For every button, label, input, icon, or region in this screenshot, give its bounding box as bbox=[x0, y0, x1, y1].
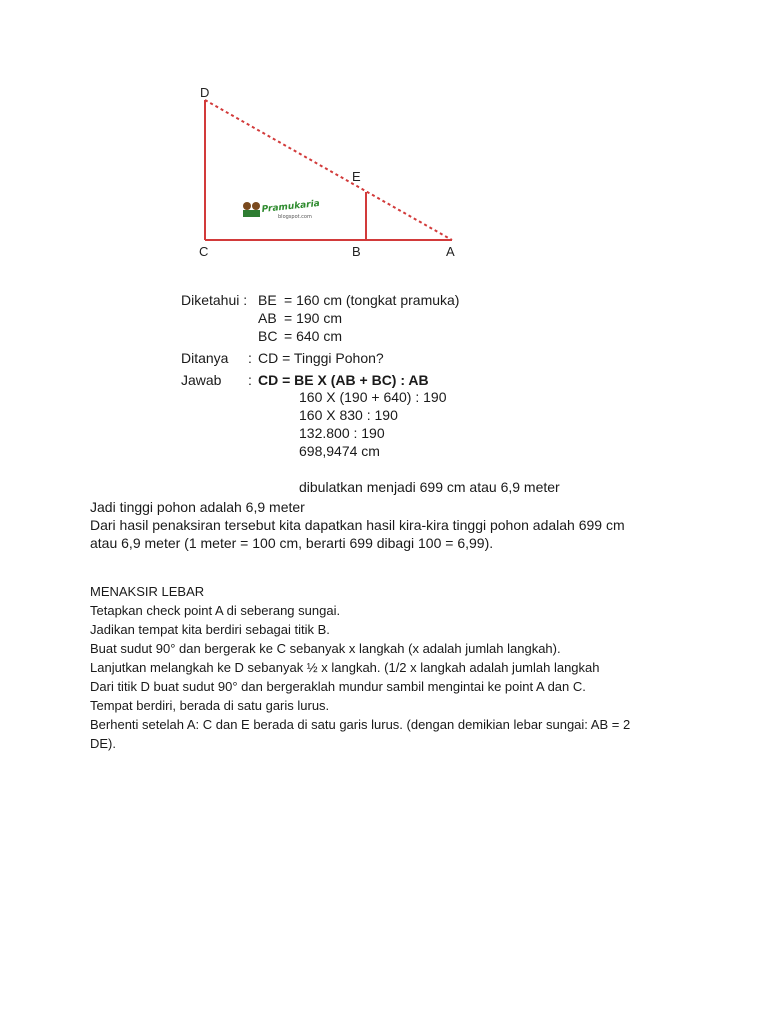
asked-value: CD = Tinggi Pohon? bbox=[258, 350, 384, 366]
known-eq-be: = 160 cm (tongkat pramuka) bbox=[284, 292, 460, 308]
asked-colon: : bbox=[248, 350, 252, 366]
known-eq-ab: = 190 cm bbox=[284, 310, 342, 326]
conclusion-line-1: Jadi tinggi pohon adalah 6,9 meter bbox=[90, 499, 305, 515]
point-label-c: C bbox=[199, 244, 209, 259]
pramukaria-logo bbox=[243, 199, 320, 220]
section-line-6: Tempat berdiri, berada di satu garis lurus. bbox=[90, 698, 330, 713]
answer-label: Jawab bbox=[181, 372, 222, 388]
section-line-7: Berhenti setelah A: C dan E berada di satu garis lurus. (dengan demikian lebar sungai: AB = 2 bbox=[90, 717, 631, 732]
step-2: 160 X 830 : 190 bbox=[299, 407, 398, 423]
point-label-e: E bbox=[352, 169, 361, 184]
step-3: 132.800 : 190 bbox=[299, 425, 385, 441]
section-line-2: Jadikan tempat kita berdiri sebagai titik B. bbox=[90, 622, 330, 637]
section-line-8: DE). bbox=[90, 736, 116, 751]
step-4: 698,9474 cm bbox=[299, 443, 380, 459]
logo-figure-1 bbox=[243, 202, 251, 210]
conclusion-line-3: atau 6,9 meter (1 meter = 100 cm, berarti 699 dibagi 100 = 6,99). bbox=[90, 535, 494, 551]
section-title: MENAKSIR LEBAR bbox=[90, 584, 205, 599]
known-label: Diketahui : bbox=[181, 292, 248, 308]
answer-colon: : bbox=[248, 372, 252, 388]
logo-url: blogspot.com bbox=[278, 214, 312, 220]
known-eq-bc: = 640 cm bbox=[284, 328, 342, 344]
point-label-d: D bbox=[200, 85, 210, 100]
asked-label: Ditanya bbox=[181, 350, 229, 366]
line-da-dashed bbox=[205, 100, 452, 240]
point-label-a: A bbox=[446, 244, 455, 259]
section-line-3: Buat sudut 90° dan bergerak ke C sebanyak x langkah (x adalah jumlah langkah). bbox=[90, 641, 561, 656]
logo-figure-2 bbox=[252, 202, 260, 210]
logo-figure-body bbox=[243, 210, 260, 217]
section-line-5: Dari titik D buat sudut 90° dan bergeraklah mundur sambil mengintai ke point A dan C. bbox=[90, 679, 586, 694]
triangle-diagram bbox=[0, 0, 768, 280]
logo-name: Pramukaria bbox=[261, 198, 321, 215]
step-1: 160 X (190 + 640) : 190 bbox=[299, 389, 447, 405]
point-label-b: B bbox=[352, 244, 361, 259]
conclusion-line-2: Dari hasil penaksiran tersebut kita dapatkan hasil kira-kira tinggi pohon adalah 699 cm bbox=[90, 517, 625, 533]
known-var-ab: AB bbox=[258, 310, 277, 326]
section-line-4: Lanjutkan melangkah ke D sebanyak ½ x langkah. (1/2 x langkah adalah jumlah langkah bbox=[90, 660, 600, 675]
rounded-result: dibulatkan menjadi 699 cm atau 6,9 meter bbox=[299, 479, 560, 495]
section-line-1: Tetapkan check point A di seberang sungai. bbox=[90, 603, 341, 618]
known-var-bc: BC bbox=[258, 328, 278, 344]
known-var-be: BE bbox=[258, 292, 277, 308]
answer-formula: CD = BE X (AB + BC) : AB bbox=[258, 372, 429, 388]
